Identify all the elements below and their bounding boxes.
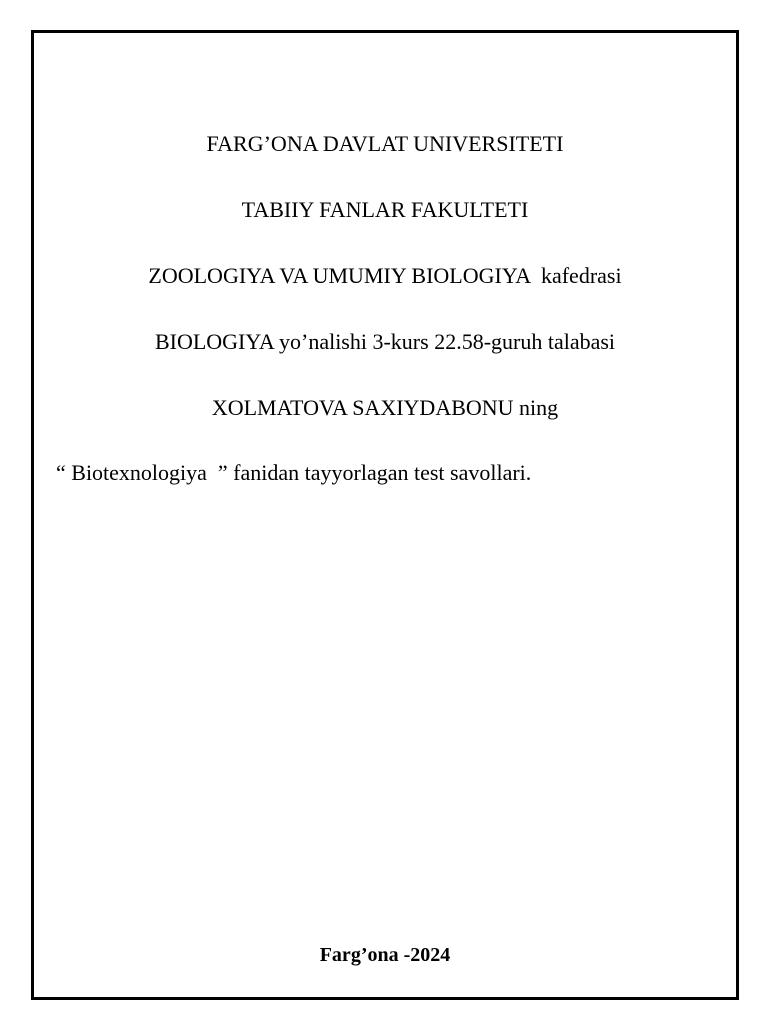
page-border bbox=[31, 30, 739, 1000]
department-title: ZOOLOGIYA VA UMUMIY BIOLOGIYA kafedrasi bbox=[148, 263, 622, 288]
subject-line: “ Biotexnologiya ” fanidan tayyorlagan test savollari. bbox=[56, 460, 532, 485]
faculty-title: TABIIY FANLAR FAKULTETI bbox=[241, 197, 529, 222]
student-group-line: BIOLOGIYA yo’nalishi 3-kurs 22.58-guruh talabasi bbox=[154, 329, 616, 354]
student-name: XOLMATOVA SAXIYDABONU ning bbox=[211, 395, 559, 420]
university-title: FARG’ONA DAVLAT UNIVERSITETI bbox=[206, 131, 564, 156]
footer-city-year: Farg’ona -2024 bbox=[319, 944, 451, 966]
